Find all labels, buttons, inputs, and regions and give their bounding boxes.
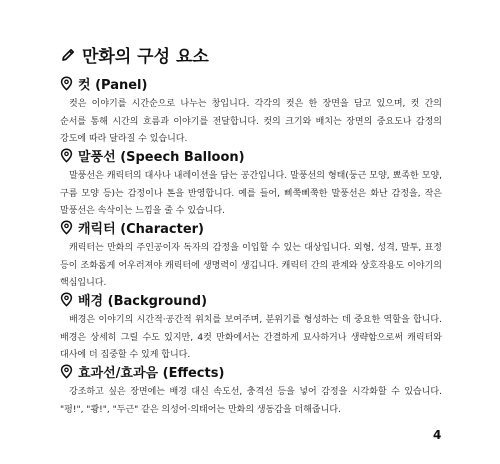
section-heading: 컷 (Panel): [78, 77, 148, 93]
section-heading-row: [60, 289, 442, 309]
section-heading-row: [60, 73, 442, 93]
title-row: [60, 42, 209, 67]
page-number: 4: [433, 428, 442, 442]
section-background: [60, 289, 442, 365]
section-heading-row: [60, 145, 442, 165]
section-speech-balloon: [60, 145, 442, 221]
section-character: [60, 217, 442, 293]
location-pin-icon: [60, 76, 73, 91]
location-pin-icon: [60, 292, 73, 307]
section-heading: 배경 (Background): [78, 293, 208, 309]
location-pin-icon: [60, 148, 73, 163]
section-heading: 캐릭터 (Character): [78, 221, 204, 237]
section-body: 강조하고 싶은 장면에는 배경 대신 속도선, 충격선 등을 넣어 감정을 시각화할 수 있습니다. "펑!", "쾅!", "두근" 같은 의성어·의태어는 만화의 생동감을 더해줍니다.: [60, 387, 442, 415]
page-title: 만화의 구성 요소: [82, 47, 209, 67]
section-effects: [60, 361, 442, 419]
location-pin-icon: [60, 364, 73, 379]
section-panel: [60, 73, 442, 149]
section-body: 말풍선은 캐릭터의 대사나 내레이션을 담는 공간입니다. 말풍선의 형태(둥근 모양, 뾰족한 모양, 구름 모양 등)는 감정이나 톤을 반영합니다. 예를 들어, 삐쭉삐쭉한 말풍선은 화난 감정을, 작은 말풍선은 속삭이는 느낌을 줄 수 있습니다.: [60, 171, 442, 216]
section-body: 캐릭터는 만화의 주인공이자 독자의 감정을 이입할 수 있는 대상입니다. 외형, 성격, 말투, 표정 등이 조화롭게 어우러져야 캐릭터에 생명력이 생깁니다. 캐릭터 간의 관계와 상호작용도 이야기의 핵심입니다.: [60, 243, 442, 288]
section-heading: 말풍선 (Speech Balloon): [78, 149, 245, 165]
section-heading-row: [60, 361, 442, 381]
section-heading-row: [60, 217, 442, 237]
section-body: 배경은 이야기의 시간적·공간적 위치를 보여주며, 분위기를 형성하는 데 중요한 역할을 합니다. 배경은 상세히 그릴 수도 있지만, 4컷 만화에서는 간결하게 묘사하거나 생략함으로써 캐릭터와 대사에 더 집중할 수 있게 합니다.: [60, 315, 442, 360]
section-heading: 효과선/효과음 (Effects): [78, 365, 225, 381]
section-body: 컷은 이야기를 시간순으로 나누는 창입니다. 각각의 컷은 한 장면을 담고 있으며, 컷 간의 순서를 통해 시간의 흐름과 이야기를 전달합니다. 컷의 크기와 배치는 장면의 중요도나 감정의 강도에 따라 달라질 수 있습니다.: [60, 99, 442, 144]
location-pin-icon: [60, 220, 73, 235]
pencil-icon: [60, 47, 76, 63]
